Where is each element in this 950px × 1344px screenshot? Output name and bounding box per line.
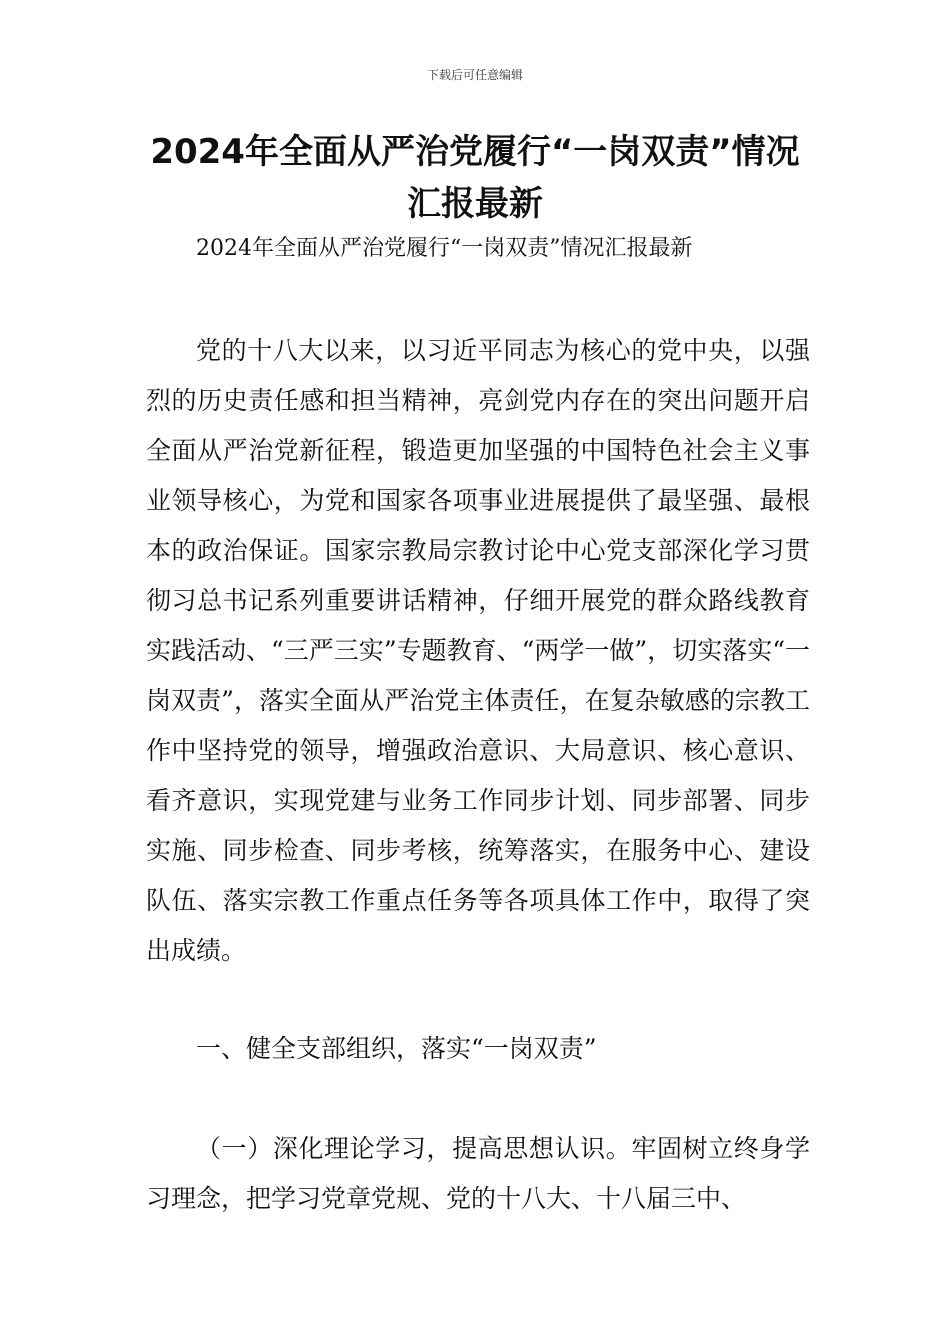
document-subtitle: 2024年全面从严治党履行“一岗双责”情况汇报最新 [196,236,693,261]
body-paragraph-intro: 党的十八大以来，以习近平同志为核心的党中央，以强烈的历史责任感和担当精神，亮剑党内存在的突出问题开启全面从严治党新征程，锻造更加坚强的中国特色社会主义事业领导核心，为党和国家各项事业进展提供了最坚强、最根本的政治保证。国家宗教局宗教讨论中心党支部深化学习贯彻习总书记系列重要讲话精神，仔细开展党的群众路线教育实践活动、“三严三实”专题教育、“两学一做”，切实落实“一岗双责”，落实全面从严治党主体责任，在复杂敏感的宗教工作中坚持党的领导，增强政治意识、大局意识、核心意识、看齐意识，实现党建与业务工作同步计划、同步部署、同步实施、同步检查、同步考核，统筹落实，在服务中心、建设队伍、落实宗教工作重点任务等各项具体工作中，取得了突出成绩。 [146,336,810,965]
body-paragraph-1-1: （一）深化理论学习，提高思想认识。牢固树立终身学习理念，把学习党章党规、党的十八大、十八届三中、 [146,1134,810,1213]
header-note: 下载后可任意编辑 [426,68,523,82]
document-title: 2024年全面从严治党履行“一岗双责”情况汇报最新 [150,132,800,224]
section-heading-1: 一、健全支部组织，落实“一岗双责” [196,1034,597,1063]
